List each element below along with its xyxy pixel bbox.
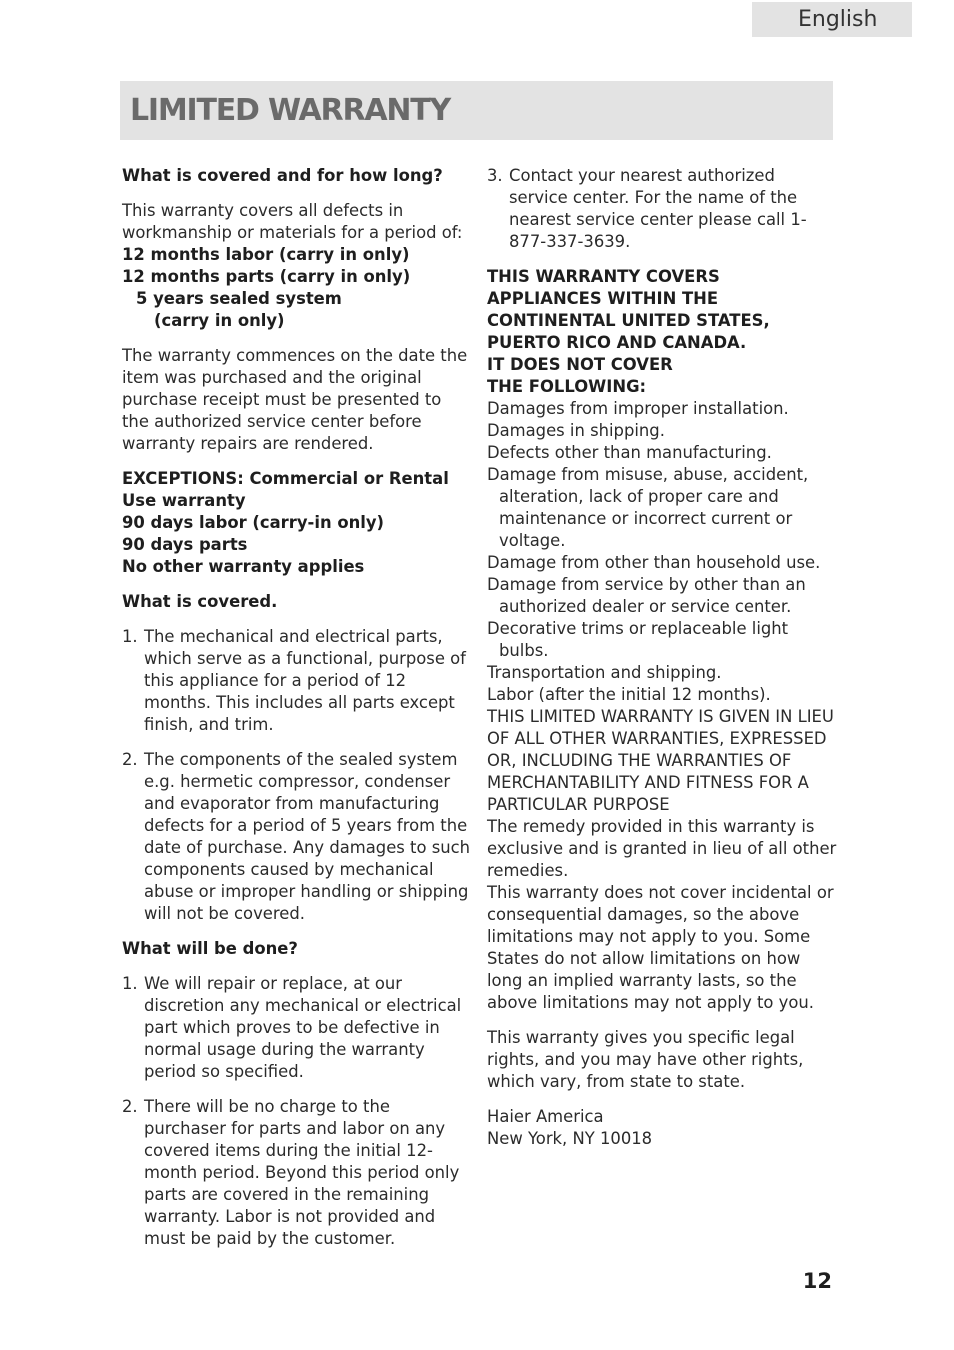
page-title: LIMITED WARRANTY [130,93,451,128]
list-item-number: 2. [122,750,138,769]
coverage-area-line: THIS WARRANTY COVERS [487,267,720,286]
exclusion-item: Labor (after the initial 12 months). [487,685,771,704]
exceptions-labor: 90 days labor (carry-in only) [122,513,385,532]
list-item-text: The components of the sealed system e.g. hermetic compressor, condenser and evaporator from manufacturing defects for a period of 5 years from the date of purchase. Any damages to such components caused by mechanical abuse or improper handling or shipping will not be covered. [144,750,471,923]
list-item [122,749,472,925]
exclusion-item: Damage from service by other than an authorized dealer or service center. [487,575,806,616]
incidental-statement: This warranty does not cover incidental or consequential damages, so the above limitations may not apply to you. Some States do not allow limitations on how long an implied warranty lasts, so the above limitations may not apply to you. [487,883,834,1012]
legal-rights-statement: This warranty gives you specific legal rights, and you may have other rights, which vary, from state to state. [487,1028,804,1091]
title-bar [120,81,833,140]
exclusion-item: Damages in shipping. [487,421,665,440]
commencement-text: The warranty commences on the date the item was purchased and the original purchase receipt must be presented to the authorized service center before warranty repairs are rendered. [122,346,468,453]
exclusion-item: Transportation and shipping. [487,663,722,682]
exclusion-item: Defects other than manufacturing. [487,443,772,462]
page-number: 12 [802,1269,832,1293]
coverage-area-line: THE FOLLOWING: [487,377,647,396]
exclusion-item: Damage from misuse, abuse, accident, alteration, lack of proper care and maintenance or incorrect current or voltage. [487,465,809,550]
exclusion-item: Damage from other than household use. [487,553,821,572]
period-labor: 12 months labor (carry in only) [122,245,410,264]
list-item-text: We will repair or replace, at our discretion any mechanical or electrical part which proves to be defective in normal usage during the warranty period so specified. [144,974,462,1081]
what-covered-heading: What is covered. [122,592,278,611]
period-sealed-system: 5 years sealed system [136,289,342,308]
exceptions-parts: 90 days parts [122,535,248,554]
coverage-area-line: PUERTO RICO AND CANADA. [487,333,747,352]
coverage-area-line: IT DOES NOT COVER [487,355,673,374]
period-sealed-system-note: (carry in only) [154,311,285,330]
remedy-statement: The remedy provided in this warranty is exclusive and is granted in lieu of all other remedies. [487,817,837,880]
left-column [122,165,472,1263]
list-item-number: 3. [487,166,503,185]
language-tab: English [752,2,912,37]
list-item [122,1096,472,1250]
in-lieu-statement: THIS LIMITED WARRANTY IS GIVEN IN LIEU OF ALL OTHER WARRANTIES, EXPRESSED OR, INCLUDING THE WARRANTIES OF MERCHANTABILITY AND FITNESS FOR A PARTICULAR PURPOSE [487,707,834,814]
company-name: Haier America [487,1107,604,1126]
company-address: New York, NY 10018 [487,1129,653,1148]
coverage-area-line: APPLIANCES WITHIN THE [487,289,719,308]
list-item-text: The mechanical and electrical parts, which serve as a functional, purpose of this appliance for a period of 12 months. This includes all parts except finish, and trim. [144,627,466,734]
list-item-number: 1. [122,627,138,646]
list-item-text: There will be no charge to the purchaser for parts and labor on any covered items during the initial 12-month period. Beyond this period only parts are covered in the remaining warranty. Labor is not provided and must be paid by the customer. [144,1097,460,1248]
right-column [487,165,837,1150]
list-item-number: 1. [122,974,138,993]
list-item-number: 2. [122,1097,138,1116]
list-item-text: Contact your nearest authorized service center. For the name of the nearest service center please call 1-877-337-3639. [509,166,807,251]
list-item [122,626,472,736]
exceptions-heading: EXCEPTIONS: Commercial or Rental Use warranty [122,469,449,510]
covered-intro: This warranty covers all defects in workmanship or materials for a period of: [122,201,463,242]
exclusion-item: Decorative trims or replaceable light bulbs. [487,619,789,660]
coverage-area-line: CONTINENTAL UNITED STATES, [487,311,770,330]
period-parts: 12 months parts (carry in only) [122,267,411,286]
list-item [122,973,472,1083]
will-be-done-heading: What will be done? [122,939,298,958]
exclusion-item: Damages from improper installation. [487,399,789,418]
covered-heading: What is covered and for how long? [122,166,443,185]
exceptions-no-other: No other warranty applies [122,557,365,576]
list-item [487,165,837,253]
